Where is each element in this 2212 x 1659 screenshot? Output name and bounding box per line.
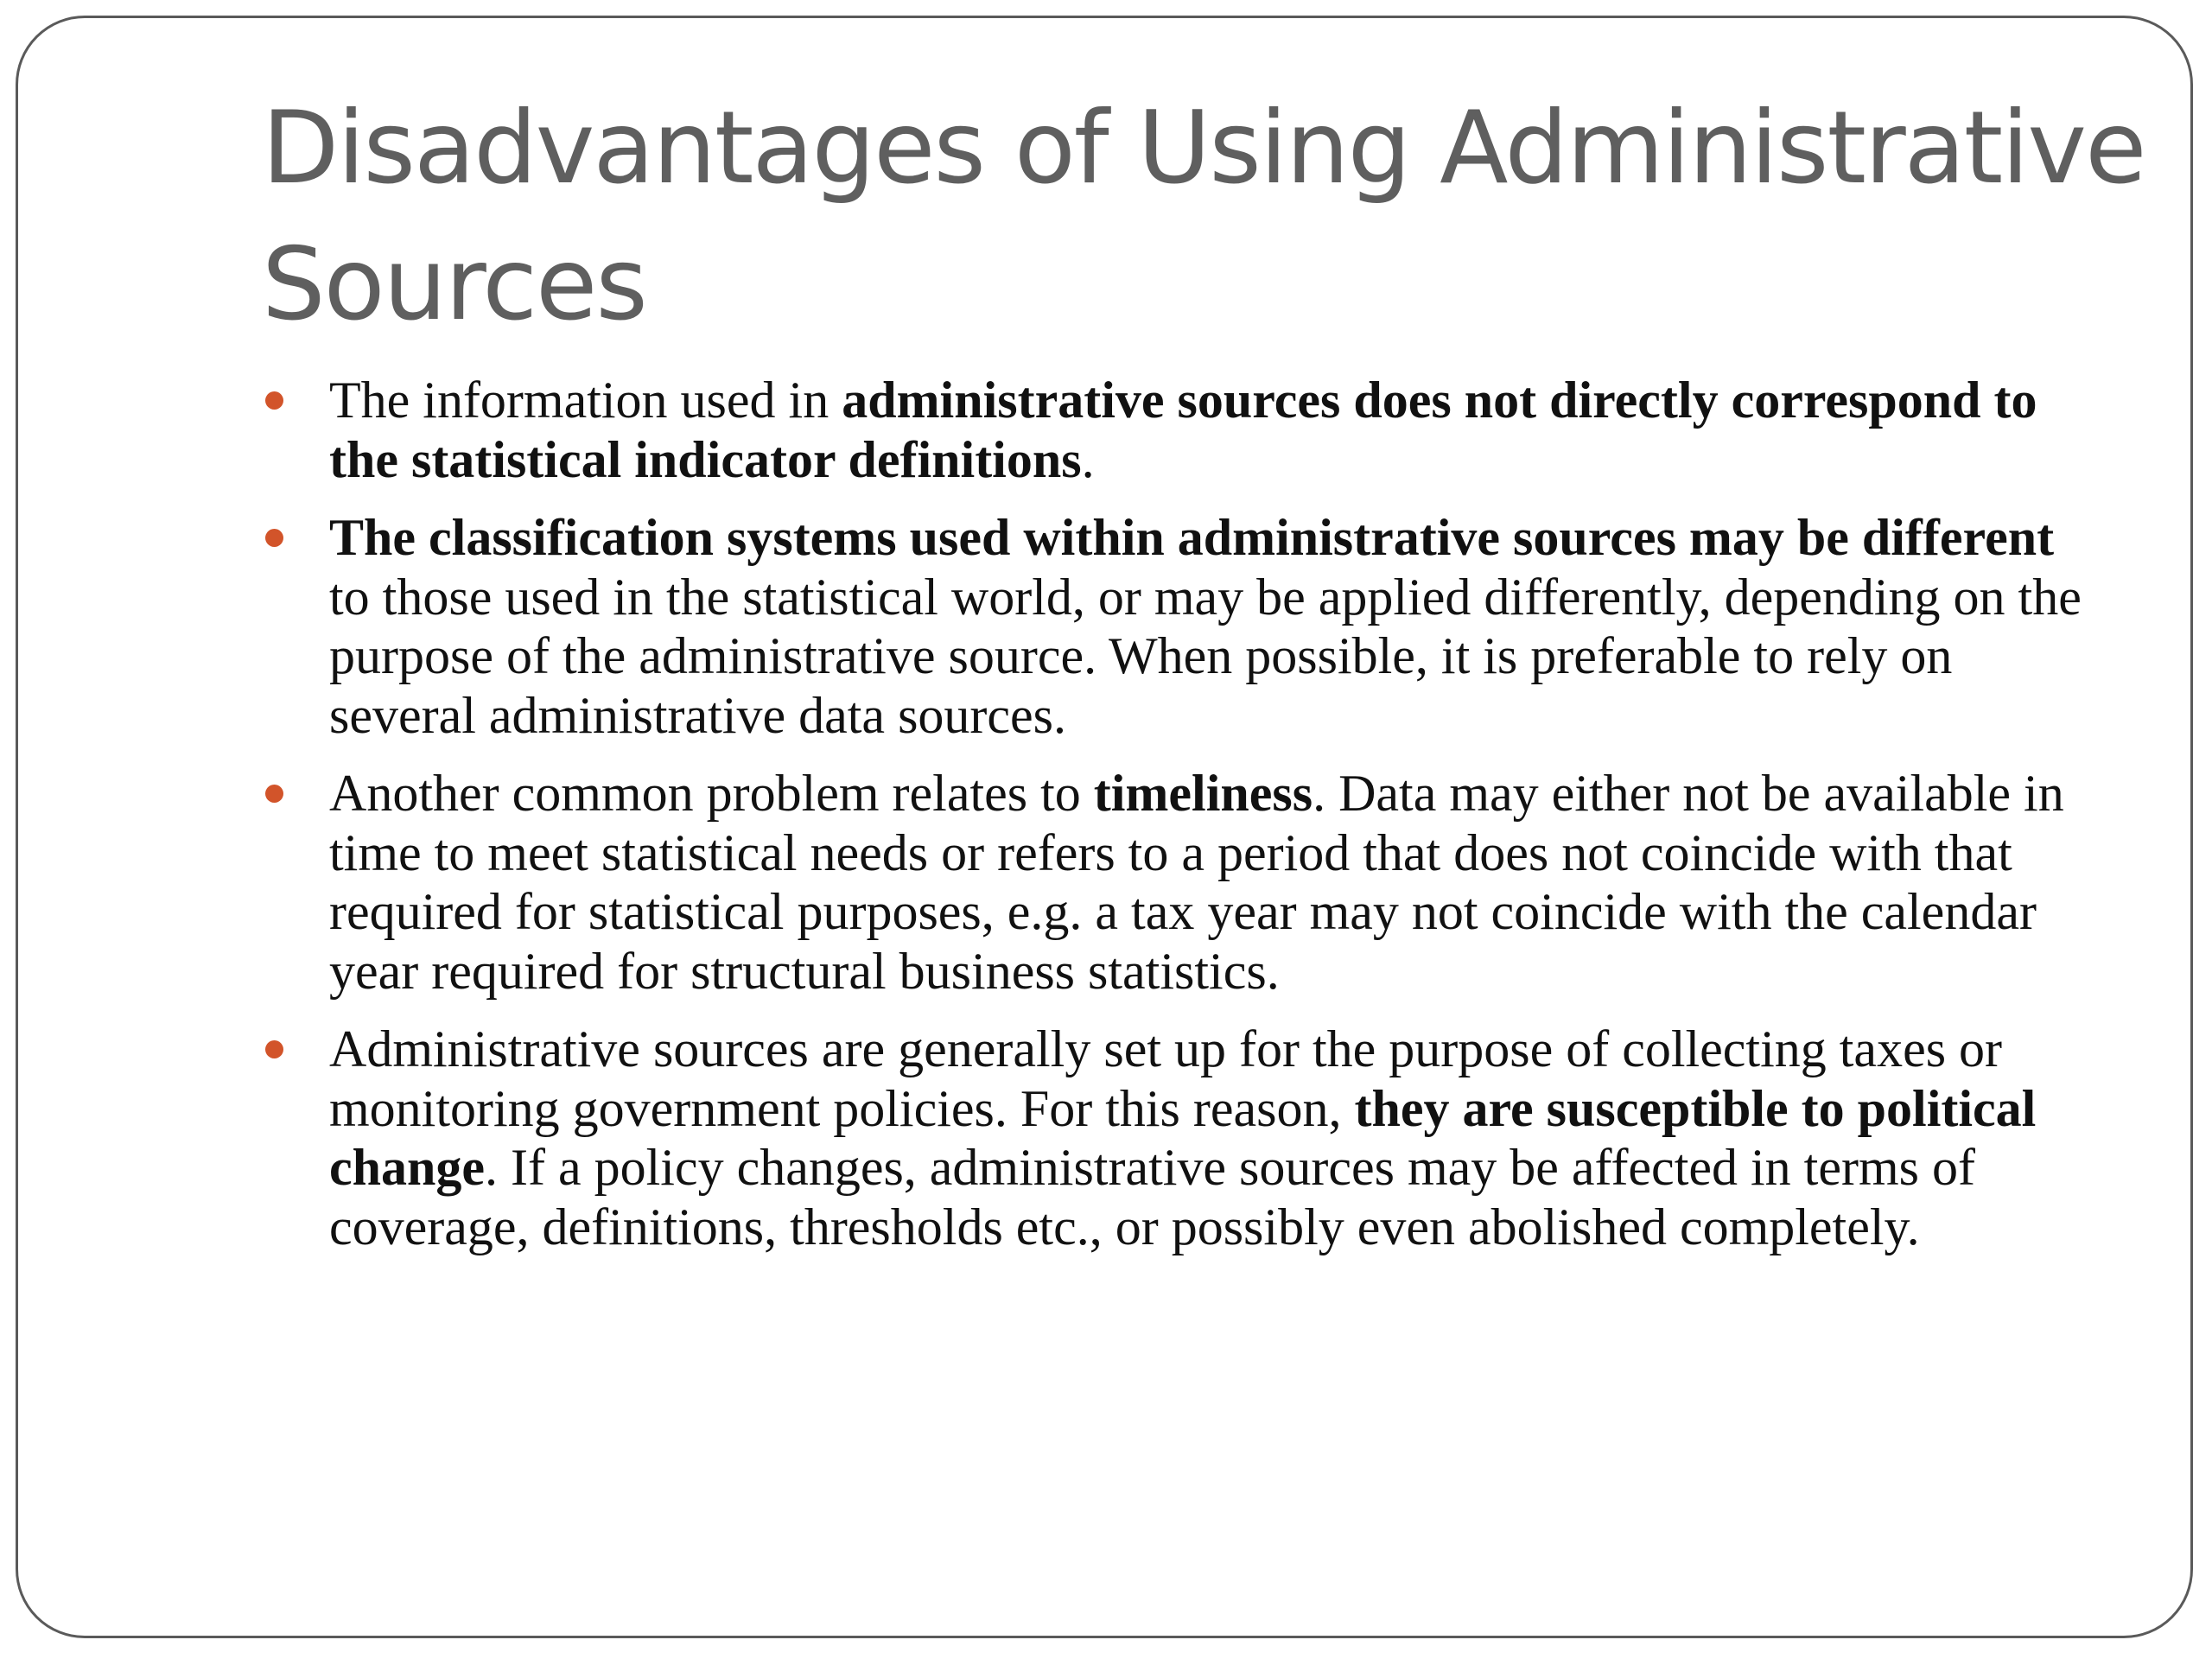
bullet-text-segment: to those used in the statistical world, or may be applied differently, depending on the purpose of the administrative source. When possible, it is preferable to rely on several administrative data sources. bbox=[329, 568, 2082, 744]
bullet-text bbox=[329, 1020, 2036, 1255]
bullet-bold-segment: timeliness bbox=[1093, 765, 1313, 822]
bullet-list bbox=[262, 371, 2102, 1275]
bullet-text bbox=[329, 372, 2037, 488]
bullet-icon bbox=[265, 391, 283, 410]
bullet-bold-segment: they are susceptible to political change bbox=[329, 1079, 2037, 1196]
bullet-text-segment: Another common problem relates to bbox=[329, 765, 1094, 822]
bullet-item bbox=[262, 371, 2102, 489]
bullet-bold-segment: The classification systems used within administrative sources may be different bbox=[329, 509, 2055, 566]
slide-title: Disadvantages of Using Administrative Sources bbox=[262, 90, 2145, 343]
bullet-text-segment: Administrative sources are generally set up for the purpose of collecting taxes or monitoring government policies. For this reason, bbox=[329, 1020, 2003, 1137]
slide-frame bbox=[16, 16, 2193, 1638]
bullet-icon bbox=[265, 785, 283, 803]
bullet-text-segment: . Data may either not be available in time to meet statistical needs or refers to a period that does not coincide with that required for statistical purposes, e.g. a tax year may not coincide with the calendar year required for structural business statistics. bbox=[329, 765, 2064, 1000]
bullet-item bbox=[262, 508, 2102, 745]
bullet-text bbox=[329, 509, 2082, 744]
bullet-text-segment: The information used in bbox=[329, 372, 842, 429]
bullet-bold-segment: administrative sources does not directly correspond to the statistical indicator definitions bbox=[329, 372, 2037, 488]
bullet-text-segment: . If a policy changes, administrative sources may be affected in terms of coverage, definitions, thresholds etc., or possibly even abolished completely. bbox=[329, 1139, 1975, 1255]
bullet-text-segment: . bbox=[1081, 430, 1095, 488]
bullet-text bbox=[329, 765, 2064, 1000]
bullet-item bbox=[262, 764, 2102, 1001]
bullet-icon bbox=[265, 529, 283, 547]
bullet-icon bbox=[265, 1040, 283, 1058]
bullet-item bbox=[262, 1020, 2102, 1256]
